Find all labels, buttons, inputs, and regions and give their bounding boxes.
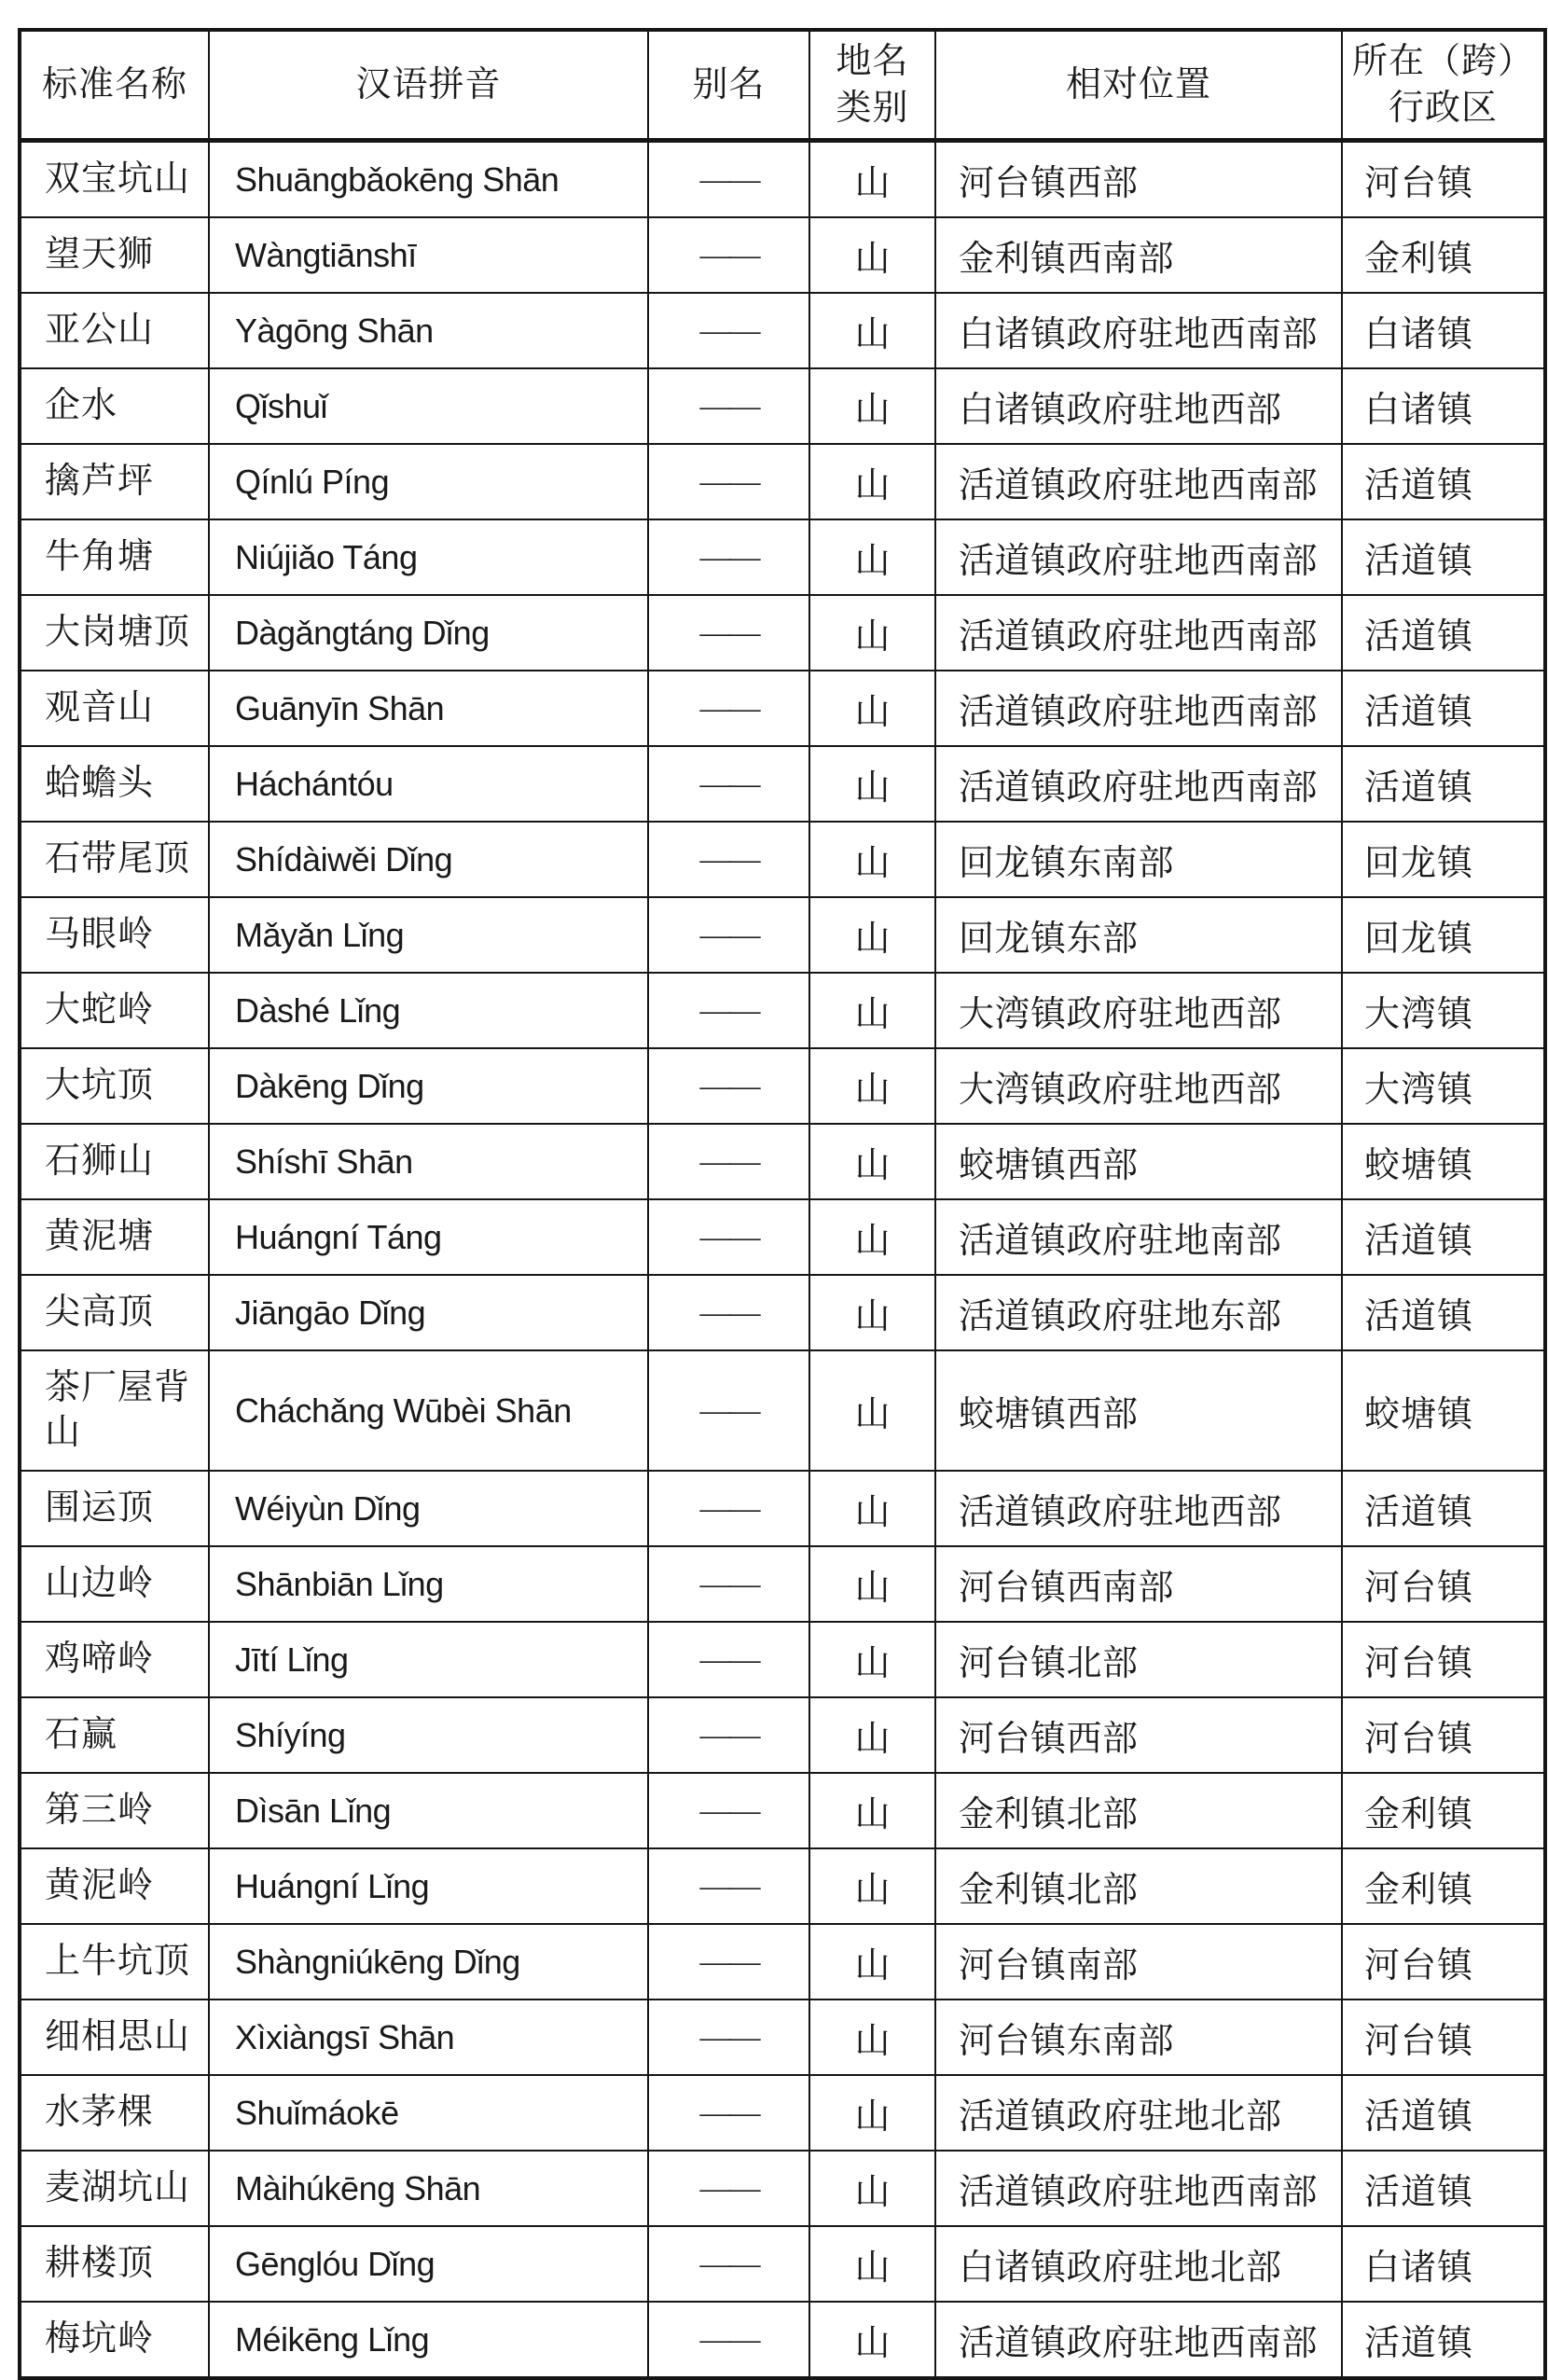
admin-district: 河台镇 <box>1342 1622 1545 1697</box>
relative-position: 河台镇西部 <box>935 1697 1342 1773</box>
alias-dash: —— <box>699 1944 758 1979</box>
standard-name: 麦湖坑山 <box>20 2151 209 2226</box>
relative-position: 活道镇政府驻地西南部 <box>935 671 1342 746</box>
pinyin: Shuāngbǎokēng Shān <box>209 141 648 218</box>
table-body <box>20 141 1545 2379</box>
alias <box>648 141 809 218</box>
relative-position: 白诸镇政府驻地西南部 <box>935 293 1342 368</box>
standard-name: 大蛇岭 <box>20 973 209 1048</box>
relative-position: 金利镇西南部 <box>935 217 1342 293</box>
admin-district: 活道镇 <box>1342 1199 1545 1275</box>
standard-name: 擒芦坪 <box>20 444 209 519</box>
pinyin: Háchántóu <box>209 746 648 822</box>
pinyin: Jiāngāo Dǐng <box>209 1275 648 1350</box>
alias <box>648 1697 809 1773</box>
standard-name: 黄泥岭 <box>20 1848 209 1924</box>
standard-name: 围运顶 <box>20 1471 209 1546</box>
pinyin: Wàngtiānshī <box>209 217 648 293</box>
relative-position: 活道镇政府驻地西南部 <box>935 519 1342 595</box>
alias-dash: —— <box>699 1566 758 1601</box>
category: 山 <box>809 1999 935 2075</box>
admin-district: 河台镇 <box>1342 1999 1545 2075</box>
table-row <box>20 2075 1545 2151</box>
table-row <box>20 2302 1545 2378</box>
alias-dash: —— <box>699 2321 758 2357</box>
alias-dash: —— <box>699 237 758 272</box>
table-row <box>20 1999 1545 2075</box>
alias-dash: —— <box>699 312 758 348</box>
pinyin: Dàshé Lǐng <box>209 973 648 1048</box>
alias <box>648 671 809 746</box>
standard-name: 上牛坑顶 <box>20 1924 209 1999</box>
header-line: 所在（跨） <box>1351 41 1534 81</box>
admin-district: 活道镇 <box>1342 519 1545 595</box>
alias <box>648 1350 809 1471</box>
relative-position: 金利镇北部 <box>935 1773 1342 1848</box>
alias-dash: —— <box>699 690 758 726</box>
category: 山 <box>809 1275 935 1350</box>
table-row <box>20 1048 1545 1124</box>
relative-position: 白诸镇政府驻地北部 <box>935 2226 1342 2302</box>
alias-dash: —— <box>699 1219 758 1254</box>
standard-name: 马眼岭 <box>20 897 209 973</box>
alias <box>648 1924 809 1999</box>
table-row <box>20 1350 1545 1471</box>
standard-name: 黄泥塘 <box>20 1199 209 1275</box>
standard-name: 第三岭 <box>20 1773 209 1848</box>
table-row <box>20 368 1545 444</box>
admin-district: 活道镇 <box>1342 746 1545 822</box>
relative-position: 河台镇北部 <box>935 1622 1342 1697</box>
category: 山 <box>809 2302 935 2378</box>
standard-name: 望天狮 <box>20 217 209 293</box>
alias-dash: —— <box>699 1294 758 1330</box>
pinyin: Shíshī Shān <box>209 1124 648 1199</box>
alias <box>648 746 809 822</box>
alias-dash: —— <box>699 2246 758 2281</box>
alias <box>648 1124 809 1199</box>
relative-position: 白诸镇政府驻地西部 <box>935 368 1342 444</box>
relative-position: 活道镇政府驻地西南部 <box>935 2151 1342 2226</box>
alias <box>648 1546 809 1622</box>
admin-district: 蛟塘镇 <box>1342 1124 1545 1199</box>
pinyin: Qínlú Píng <box>209 444 648 519</box>
category: 山 <box>809 897 935 973</box>
alias-dash: —— <box>699 1143 758 1179</box>
table-row <box>20 1124 1545 1199</box>
admin-district: 活道镇 <box>1342 2151 1545 2226</box>
header-line: 行政区 <box>1388 89 1498 128</box>
admin-district: 金利镇 <box>1342 1773 1545 1848</box>
pinyin: Huángní Lǐng <box>209 1848 648 1924</box>
standard-name: 大坑顶 <box>20 1048 209 1124</box>
table-row <box>20 1199 1545 1275</box>
relative-position: 活道镇政府驻地西南部 <box>935 444 1342 519</box>
col-header-alias: 别名 <box>648 30 809 141</box>
relative-position: 蛟塘镇西部 <box>935 1124 1342 1199</box>
alias-dash: —— <box>699 917 758 952</box>
table-row <box>20 1275 1545 1350</box>
category: 山 <box>809 1199 935 1275</box>
standard-name: 梅坑岭 <box>20 2302 209 2378</box>
pinyin: Qǐshuǐ <box>209 368 648 444</box>
table-row <box>20 444 1545 519</box>
category: 山 <box>809 1048 935 1124</box>
pinyin: Shānbiān Lǐng <box>209 1546 648 1622</box>
pinyin: Dàkēng Dǐng <box>209 1048 648 1124</box>
relative-position: 活道镇政府驻地西南部 <box>935 595 1342 671</box>
relative-position: 回龙镇东南部 <box>935 822 1342 897</box>
relative-position: 河台镇南部 <box>935 1924 1342 1999</box>
pinyin: Xìxiàngsī Shān <box>209 1999 648 2075</box>
category: 山 <box>809 1697 935 1773</box>
admin-district: 金利镇 <box>1342 1848 1545 1924</box>
alias-dash: —— <box>699 1717 758 1752</box>
document-page <box>18 28 1547 2380</box>
category: 山 <box>809 1622 935 1697</box>
alias <box>648 2226 809 2302</box>
alias <box>648 368 809 444</box>
table-header <box>20 30 1545 141</box>
category: 山 <box>809 1350 935 1471</box>
relative-position: 蛟塘镇西部 <box>935 1350 1342 1471</box>
alias-dash: —— <box>699 2170 758 2206</box>
category: 山 <box>809 1471 935 1546</box>
pinyin: Huángní Táng <box>209 1199 648 1275</box>
relative-position: 河台镇西南部 <box>935 1546 1342 1622</box>
admin-district: 蛟塘镇 <box>1342 1350 1545 1471</box>
pinyin: Jītí Lǐng <box>209 1622 648 1697</box>
pinyin: Cháchǎng Wūbèi Shān <box>209 1350 648 1471</box>
alias <box>648 2151 809 2226</box>
col-header-pinyin: 汉语拼音 <box>209 30 648 141</box>
header-line: 类别 <box>836 89 909 128</box>
alias-dash: —— <box>699 1792 758 1828</box>
alias <box>648 444 809 519</box>
pinyin: Gēnglóu Dǐng <box>209 2226 648 2302</box>
table-row <box>20 1697 1545 1773</box>
col-header-standard-name: 标准名称 <box>20 30 209 141</box>
standard-name: 亚公山 <box>20 293 209 368</box>
alias-dash: —— <box>699 841 758 877</box>
table-row <box>20 519 1545 595</box>
pinyin: Guānyīn Shān <box>209 671 648 746</box>
admin-district: 白诸镇 <box>1342 368 1545 444</box>
table-row <box>20 973 1545 1048</box>
alias-dash: —— <box>699 161 758 197</box>
alias <box>648 2075 809 2151</box>
col-header-relative-position: 相对位置 <box>935 30 1342 141</box>
standard-name: 山边岭 <box>20 1546 209 1622</box>
relative-position: 活道镇政府驻地西南部 <box>935 2302 1342 2378</box>
alias <box>648 1471 809 1546</box>
category: 山 <box>809 1924 935 1999</box>
alias-dash: —— <box>699 615 758 650</box>
category: 山 <box>809 973 935 1048</box>
alias <box>648 293 809 368</box>
category: 山 <box>809 1124 935 1199</box>
alias <box>648 1999 809 2075</box>
table-row <box>20 1546 1545 1622</box>
admin-district: 河台镇 <box>1342 1546 1545 1622</box>
table-row <box>20 897 1545 973</box>
alias-dash: —— <box>699 1068 758 1103</box>
table-row <box>20 1773 1545 1848</box>
alias <box>648 519 809 595</box>
alias-dash: —— <box>699 1490 758 1526</box>
table-row <box>20 1848 1545 1924</box>
alias <box>648 2302 809 2378</box>
table-row <box>20 293 1545 368</box>
pinyin: Dìsān Lǐng <box>209 1773 648 1848</box>
alias <box>648 822 809 897</box>
pinyin: Shíyíng <box>209 1697 648 1773</box>
admin-district: 大湾镇 <box>1342 973 1545 1048</box>
category: 山 <box>809 1848 935 1924</box>
table-row <box>20 1622 1545 1697</box>
category: 山 <box>809 671 935 746</box>
relative-position: 回龙镇东部 <box>935 897 1342 973</box>
header-line: 地名 <box>836 41 909 81</box>
col-header-admin-district <box>1342 30 1545 141</box>
category: 山 <box>809 746 935 822</box>
admin-district: 河台镇 <box>1342 141 1545 218</box>
admin-district: 河台镇 <box>1342 1924 1545 1999</box>
pinyin: Shídàiwěi Dǐng <box>209 822 648 897</box>
admin-district: 活道镇 <box>1342 595 1545 671</box>
admin-district: 金利镇 <box>1342 217 1545 293</box>
alias <box>648 973 809 1048</box>
category: 山 <box>809 217 935 293</box>
pinyin: Niújiǎo Táng <box>209 519 648 595</box>
alias <box>648 1622 809 1697</box>
place-names-table <box>18 28 1547 2380</box>
standard-name: 观音山 <box>20 671 209 746</box>
table-row <box>20 2226 1545 2302</box>
category: 山 <box>809 1773 935 1848</box>
alias-dash: —— <box>699 539 758 574</box>
category: 山 <box>809 2075 935 2151</box>
alias-dash: —— <box>699 2019 758 2055</box>
relative-position: 活道镇政府驻地南部 <box>935 1199 1342 1275</box>
alias <box>648 1048 809 1124</box>
pinyin: Shàngniúkēng Dǐng <box>209 1924 648 1999</box>
relative-position: 大湾镇政府驻地西部 <box>935 1048 1342 1124</box>
relative-position: 金利镇北部 <box>935 1848 1342 1924</box>
admin-district: 活道镇 <box>1342 2075 1545 2151</box>
relative-position: 活道镇政府驻地东部 <box>935 1275 1342 1350</box>
category: 山 <box>809 519 935 595</box>
standard-name: 牛角塘 <box>20 519 209 595</box>
pinyin: Méikēng Lǐng <box>209 2302 648 2378</box>
standard-name: 耕楼顶 <box>20 2226 209 2302</box>
alias-dash: —— <box>699 1641 758 1677</box>
table-row <box>20 746 1545 822</box>
standard-name: 大岗塘顶 <box>20 595 209 671</box>
standard-name: 细相思山 <box>20 1999 209 2075</box>
standard-name: 茶厂屋背山 <box>20 1350 209 1471</box>
table-row <box>20 141 1545 218</box>
alias <box>648 1199 809 1275</box>
category: 山 <box>809 2151 935 2226</box>
standard-name: 鸡啼岭 <box>20 1622 209 1697</box>
pinyin: Mǎyǎn Lǐng <box>209 897 648 973</box>
pinyin: Dàgǎngtáng Dǐng <box>209 595 648 671</box>
category: 山 <box>809 444 935 519</box>
alias-dash: —— <box>699 388 758 423</box>
admin-district: 大湾镇 <box>1342 1048 1545 1124</box>
admin-district: 回龙镇 <box>1342 822 1545 897</box>
admin-district: 活道镇 <box>1342 1471 1545 1546</box>
alias-dash: —— <box>699 464 758 499</box>
standard-name: 石赢 <box>20 1697 209 1773</box>
standard-name: 尖高顶 <box>20 1275 209 1350</box>
standard-name: 蛤蟾头 <box>20 746 209 822</box>
admin-district: 白诸镇 <box>1342 2226 1545 2302</box>
admin-district: 回龙镇 <box>1342 897 1545 973</box>
alias-dash: —— <box>699 1392 758 1428</box>
category: 山 <box>809 1546 935 1622</box>
category: 山 <box>809 368 935 444</box>
alias-dash: —— <box>699 2095 758 2130</box>
admin-district: 河台镇 <box>1342 1697 1545 1773</box>
category: 山 <box>809 2226 935 2302</box>
category: 山 <box>809 595 935 671</box>
table-row <box>20 2151 1545 2226</box>
standard-name: 企水 <box>20 368 209 444</box>
alias-dash: —— <box>699 1868 758 1903</box>
relative-position: 河台镇西部 <box>935 141 1342 218</box>
admin-district: 活道镇 <box>1342 444 1545 519</box>
category: 山 <box>809 141 935 218</box>
relative-position: 大湾镇政府驻地西部 <box>935 973 1342 1048</box>
table-row <box>20 822 1545 897</box>
category: 山 <box>809 822 935 897</box>
relative-position: 活道镇政府驻地西部 <box>935 1471 1342 1546</box>
standard-name: 石狮山 <box>20 1124 209 1199</box>
pinyin: Yàgōng Shān <box>209 293 648 368</box>
table-row <box>20 671 1545 746</box>
relative-position: 河台镇东南部 <box>935 1999 1342 2075</box>
table-row <box>20 217 1545 293</box>
admin-district: 活道镇 <box>1342 671 1545 746</box>
alias <box>648 1275 809 1350</box>
pinyin: Shuǐmáokē <box>209 2075 648 2151</box>
category: 山 <box>809 293 935 368</box>
table-row <box>20 1471 1545 1546</box>
standard-name: 水茅棵 <box>20 2075 209 2151</box>
table-row <box>20 1924 1545 1999</box>
header-row <box>20 30 1545 141</box>
alias-dash: —— <box>699 992 758 1028</box>
col-header-category <box>809 30 935 141</box>
table-row <box>20 595 1545 671</box>
admin-district: 活道镇 <box>1342 2302 1545 2378</box>
standard-name: 双宝坑山 <box>20 141 209 218</box>
alias <box>648 1848 809 1924</box>
admin-district: 白诸镇 <box>1342 293 1545 368</box>
pinyin: Wéiyùn Dǐng <box>209 1471 648 1546</box>
relative-position: 活道镇政府驻地西南部 <box>935 746 1342 822</box>
alias-dash: —— <box>699 766 758 801</box>
alias <box>648 217 809 293</box>
standard-name: 石带尾顶 <box>20 822 209 897</box>
alias <box>648 897 809 973</box>
alias <box>648 595 809 671</box>
relative-position: 活道镇政府驻地北部 <box>935 2075 1342 2151</box>
pinyin: Màihúkēng Shān <box>209 2151 648 2226</box>
alias <box>648 1773 809 1848</box>
admin-district: 活道镇 <box>1342 1275 1545 1350</box>
